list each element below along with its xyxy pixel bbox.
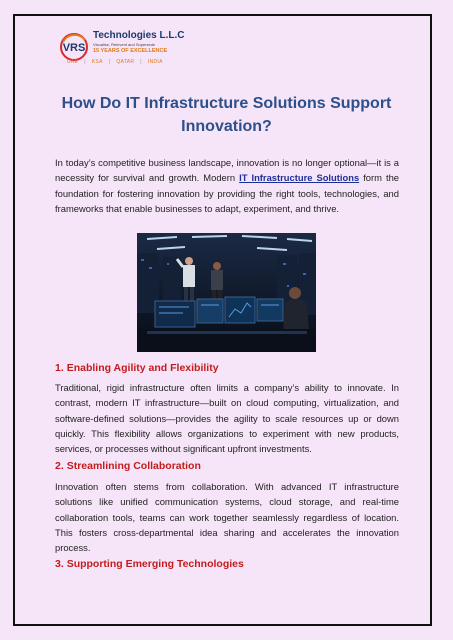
company-name: Technologies L.L.C [93,30,185,41]
section-paragraph: Traditional, rigid infrastructure often limits a company’s ability to innovate. In contrast, modern IT infrastructure—built on cloud computing, virtualization, and software-defined solutions—provides the agility to scale resources up or down quickly. This flexibility allows organizations to experiment with new products, services, or processes without significant upfront investments. [55,382,399,455]
page-title: How Do IT Infrastructure Solutions Support Innovation? [61,95,392,135]
country-label: QATAR [116,59,135,65]
country-label: UAE [67,59,79,65]
section-heading: 3. Supporting Emerging Technologies [55,558,244,570]
section-heading: 2. Streamlining Collaboration [55,460,201,472]
intro-paragraph: In today’s competitive business landscape, innovation is no longer optional—it is a necessity for survival and growth. Modern IT Infrastructure Solutions form the foundation for fostering innovation by providing the right tools, technologies, and frameworks that enable businesses to adapt, experiment, and thrive. [55,157,400,214]
photo-illustration [137,233,316,352]
vrs-logo-icon [57,32,91,62]
section-heading: 1. Enabling Agility and Flexibility [55,362,219,374]
country-label: INDIA [147,59,163,65]
it-infrastructure-link[interactable]: IT Infrastructure Solutions [239,172,360,184]
company-logo[interactable] [57,30,197,70]
data-center-photo [137,233,316,352]
country-label: KSA [91,59,103,65]
svg-text:VRS: VRS [62,42,86,54]
company-tagline: Visualise, Reinvent and Supersede [93,42,156,47]
section-paragraph: Innovation often stems from collaboration. With advanced IT infrastructure solutions like unified communication systems, cloud storage, and real-time collaboration tools, teams can work together seamlessly regardless of location. This fosters cross-departmental idea sharing and accelerates the innovation process. [55,481,399,554]
years-badge: 15 YEARS OF EXCELLENCE [93,48,168,54]
country-list: UAE | KSA | QATAR | INDIA [67,59,163,65]
